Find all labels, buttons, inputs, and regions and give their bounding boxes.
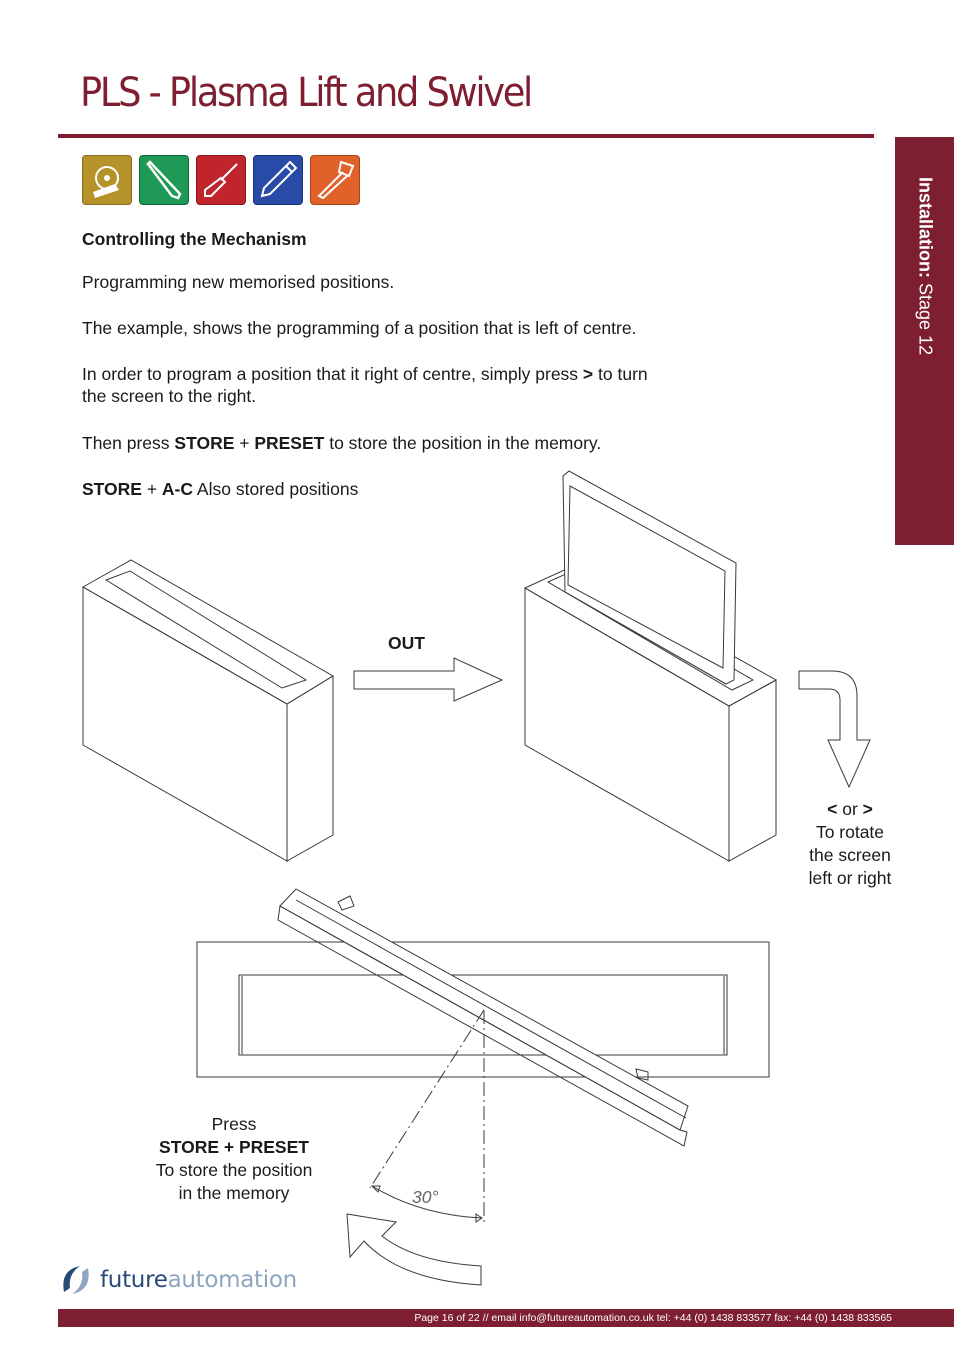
paragraph-4: Then press STORE + PRESET to store the position in the memory.: [82, 433, 602, 453]
side-tab-label: Installation: Stage 12: [915, 177, 936, 356]
section-heading: Controlling the Mechanism: [82, 229, 307, 249]
rotate-label: < or > To rotate the screen left or right: [808, 799, 892, 888]
company-logo: [58, 1262, 297, 1298]
cabinet-closed: [83, 560, 333, 861]
footer-bar: Page 16 of 22 // email info@futureautomation.co.uk tel: +44 (0) 1438 833577 fax: +44 (0) 1438 833565: [58, 1309, 954, 1327]
press-label: Press STORE + PRESET To store the position in the memory: [155, 1114, 313, 1203]
swirl-logo-icon: [58, 1262, 94, 1298]
paragraph-2: The example, shows the programming of a position that is left of centre.: [82, 318, 637, 338]
cabinet-open: [525, 471, 776, 861]
angle-label: 30°: [412, 1187, 439, 1207]
paragraph-1: Programming new memorised positions.: [82, 272, 395, 292]
paragraph-5: STORE + A-C Also stored positions: [82, 479, 359, 499]
page-title: PLS - Plasma Lift and Swivel: [80, 70, 531, 116]
rotate-arrow: [799, 671, 870, 787]
swivel-arrow: [347, 1214, 481, 1285]
out-arrow: [354, 658, 502, 701]
plan-view: [197, 889, 769, 1285]
paragraph-3: In order to program a position that it right of centre, simply press > to turn the screen to the right.: [82, 364, 648, 406]
logo-text: futureautomation: [100, 1267, 297, 1293]
out-label: OUT: [388, 633, 425, 653]
